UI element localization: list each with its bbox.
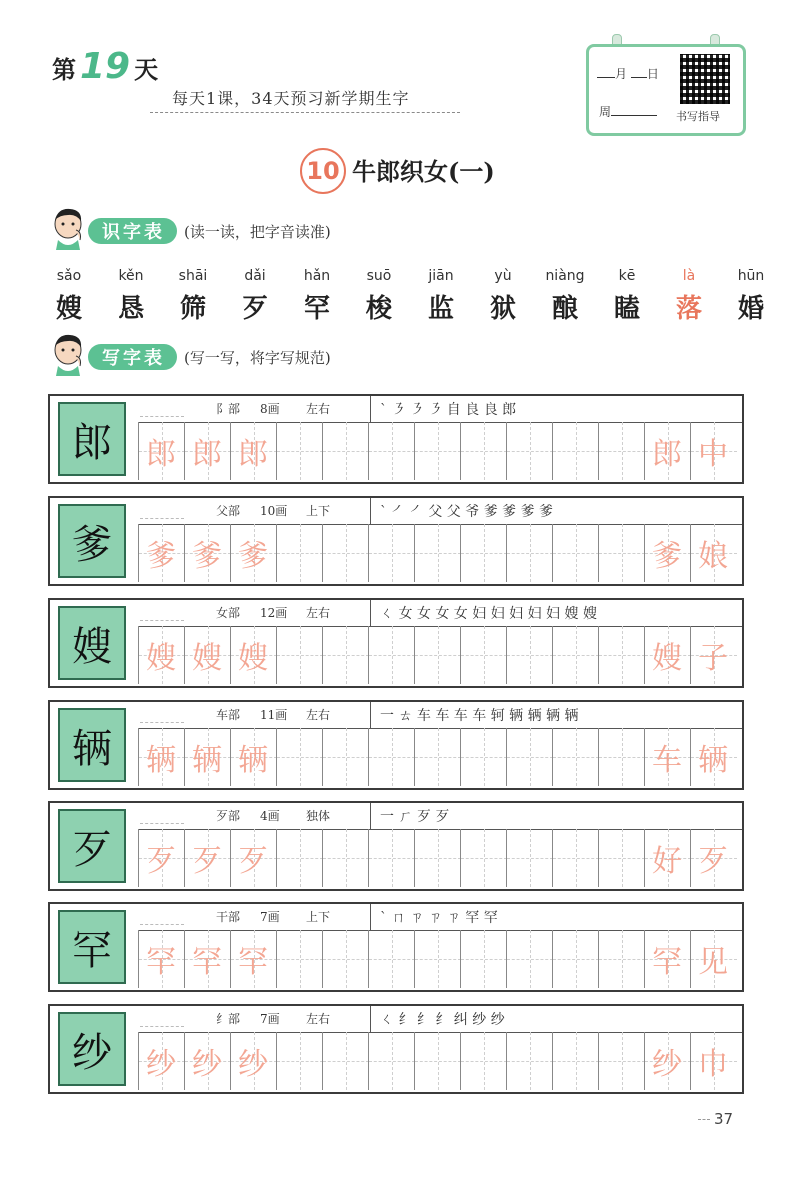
radical: 父部 <box>216 504 241 518</box>
structure: 上下 <box>306 910 331 924</box>
word-trace-character: 子 <box>698 641 728 676</box>
pinyin-write-slot[interactable] <box>140 502 184 519</box>
practice-cell[interactable] <box>506 728 553 786</box>
char-hanzi: 婚 <box>737 294 764 324</box>
practice-cell[interactable] <box>598 930 645 988</box>
info-separator <box>370 396 371 422</box>
word-trace-character: 罕 <box>652 945 682 980</box>
char-hanzi: 狱 <box>489 294 516 324</box>
practice-cell[interactable] <box>460 829 507 887</box>
char-hanzi: 罕 <box>303 294 330 324</box>
char-hanzi: 歹 <box>241 294 268 324</box>
recognize-banner: 识字表 <box>88 218 177 244</box>
trace-character: 嫂 <box>146 641 176 676</box>
char-pinyin: yù <box>494 268 512 284</box>
stroke-count: 4画 <box>260 809 280 823</box>
trace-character: 辆 <box>192 743 222 778</box>
word-trace-character: 郎 <box>652 437 682 472</box>
trace-character: 爹 <box>238 539 268 574</box>
practice-cell[interactable] <box>460 626 507 684</box>
recognize-char <box>38 268 100 325</box>
practice-cell[interactable] <box>598 422 645 480</box>
trace-character: 罕 <box>146 945 176 980</box>
trace-character: 纱 <box>238 1047 268 1082</box>
structure: 左右 <box>306 1012 331 1026</box>
practice-grid <box>138 524 742 582</box>
page-number-dash <box>698 1119 710 1120</box>
char-pinyin: hǎn <box>303 268 331 284</box>
recognize-char <box>100 268 162 325</box>
word-trace-character: 好 <box>652 844 682 879</box>
stroke-count: 7画 <box>260 910 280 924</box>
recognize-char <box>286 268 348 325</box>
recognize-char <box>534 268 596 325</box>
radical: 纟部 <box>216 1012 241 1026</box>
practice-cell[interactable] <box>322 524 369 582</box>
stroke-order: 一 ㄏ 歹 歹 <box>380 809 450 825</box>
trace-character: 嫂 <box>192 641 222 676</box>
practice-cell[interactable] <box>276 930 323 988</box>
stroke-order: ` ㇒ ㇒ 父 父 爷 爹 爹 爹 爹 <box>380 504 554 520</box>
practice-cell[interactable] <box>368 829 415 887</box>
char-hanzi: 酿 <box>551 294 578 324</box>
writing-row <box>48 394 744 484</box>
stroke-count: 11画 <box>260 708 288 722</box>
radical: 歹部 <box>216 809 241 823</box>
practice-cell[interactable] <box>368 524 415 582</box>
structure: 左右 <box>306 402 331 416</box>
practice-cell[interactable] <box>552 829 599 887</box>
practice-cell[interactable] <box>552 930 599 988</box>
model-character: 嫂 <box>58 606 126 680</box>
practice-cell[interactable] <box>276 829 323 887</box>
practice-cell[interactable] <box>598 1032 645 1090</box>
info-separator <box>370 1006 371 1032</box>
recognize-char <box>348 268 410 325</box>
radical: 阝部 <box>216 402 241 416</box>
char-hanzi: 嫂 <box>55 294 82 324</box>
practice-grid <box>138 829 742 887</box>
recognize-char <box>162 268 224 325</box>
recognize-note: (读一读，把字音读准) <box>184 223 331 241</box>
qr-code-icon[interactable] <box>680 54 730 104</box>
practice-cell[interactable] <box>552 524 599 582</box>
practice-cell[interactable] <box>414 930 461 988</box>
recognize-char <box>596 268 658 325</box>
pinyin-write-slot[interactable] <box>140 807 184 824</box>
char-hanzi: 梭 <box>365 294 392 324</box>
trace-character: 纱 <box>146 1047 176 1082</box>
model-character: 纱 <box>58 1012 126 1086</box>
day-suffix: 天 <box>134 55 159 84</box>
word-trace-character: 娘 <box>698 539 728 574</box>
trace-character: 郎 <box>192 437 222 472</box>
month-field[interactable]: 月 日 <box>597 65 659 82</box>
writing-row <box>48 496 744 586</box>
recognize-char <box>720 268 782 325</box>
stroke-order: 一 ㄊ 车 车 车 车 轲 辆 辆 辆 辆 <box>380 708 579 724</box>
trace-character: 辆 <box>146 743 176 778</box>
radical: 干部 <box>216 910 241 924</box>
practice-cell[interactable] <box>414 829 461 887</box>
char-hanzi: 恳 <box>117 294 144 324</box>
practice-cell[interactable] <box>368 626 415 684</box>
char-pinyin: kē <box>618 268 636 284</box>
qr-label: 书写指导 <box>676 110 720 123</box>
trace-character: 歹 <box>146 844 176 879</box>
practice-cell[interactable] <box>506 1032 553 1090</box>
pinyin-write-slot[interactable] <box>140 604 184 621</box>
word-trace-character: 歹 <box>698 844 728 879</box>
divider <box>150 112 460 113</box>
page-number: 37 <box>714 1110 734 1128</box>
practice-cell[interactable] <box>460 728 507 786</box>
practice-cell[interactable] <box>460 1032 507 1090</box>
char-pinyin: sǎo <box>56 268 82 284</box>
day-heading <box>52 46 158 86</box>
trace-character: 郎 <box>146 437 176 472</box>
writing-row <box>48 1004 744 1094</box>
info-separator <box>370 498 371 524</box>
trace-character: 郎 <box>238 437 268 472</box>
word-trace-character: 辆 <box>698 743 728 778</box>
practice-cell[interactable] <box>368 1032 415 1090</box>
char-pinyin: suō <box>366 268 392 284</box>
structure: 左右 <box>306 606 331 620</box>
char-hanzi: 落 <box>675 294 702 324</box>
radical: 女部 <box>216 606 241 620</box>
practice-cell[interactable] <box>414 626 461 684</box>
practice-cell[interactable] <box>322 1032 369 1090</box>
char-pinyin: shāi <box>178 268 208 284</box>
practice-cell[interactable] <box>414 1032 461 1090</box>
subtitle: 每天1课，34天预习新学期生字 <box>172 89 410 108</box>
recognize-char <box>472 268 534 325</box>
model-character: 罕 <box>58 910 126 984</box>
practice-cell[interactable] <box>598 626 645 684</box>
practice-cell[interactable] <box>276 422 323 480</box>
day-prefix: 第 <box>52 55 76 84</box>
practice-cell[interactable] <box>552 626 599 684</box>
stroke-order: ` ㇋ ㇋ ㇋ 自 良 良 郎 <box>380 402 517 418</box>
word-trace-character: 巾 <box>698 1047 728 1082</box>
model-character: 爹 <box>58 504 126 578</box>
practice-grid <box>138 626 742 684</box>
info-separator <box>370 702 371 728</box>
practice-grid <box>138 728 742 786</box>
practice-cell[interactable] <box>598 524 645 582</box>
practice-cell[interactable] <box>276 524 323 582</box>
structure: 左右 <box>306 708 331 722</box>
writing-row <box>48 801 744 891</box>
word-trace-character: 爹 <box>652 539 682 574</box>
week-field[interactable]: 周 <box>599 103 657 120</box>
practice-cell[interactable] <box>276 626 323 684</box>
model-character: 歹 <box>58 809 126 883</box>
practice-cell[interactable] <box>598 829 645 887</box>
pinyin-write-slot[interactable] <box>140 1010 184 1027</box>
practice-cell[interactable] <box>506 524 553 582</box>
trace-character: 罕 <box>192 945 222 980</box>
char-pinyin: kěn <box>118 268 144 284</box>
day-number: 19 <box>80 46 131 87</box>
info-separator <box>370 904 371 930</box>
recognize-char-list <box>38 268 782 325</box>
practice-grid <box>138 930 742 988</box>
practice-cell[interactable] <box>322 626 369 684</box>
word-trace-character: 车 <box>652 743 682 778</box>
trace-character: 嫂 <box>238 641 268 676</box>
practice-grid <box>138 422 742 480</box>
practice-grid <box>138 1032 742 1090</box>
word-trace-character: 中 <box>698 437 728 472</box>
trace-character: 罕 <box>238 945 268 980</box>
stroke-count: 7画 <box>260 1012 280 1026</box>
model-character: 郎 <box>58 402 126 476</box>
practice-cell[interactable] <box>598 728 645 786</box>
stroke-order: ` ㄇ ㄗ ㄗ ㄗ 罕 罕 <box>380 910 498 926</box>
trace-character: 爹 <box>192 539 222 574</box>
practice-cell[interactable] <box>552 1032 599 1090</box>
practice-cell[interactable] <box>276 728 323 786</box>
recognize-char <box>410 268 472 325</box>
info-separator <box>370 803 371 829</box>
char-pinyin: là <box>682 268 696 284</box>
practice-cell[interactable] <box>414 422 461 480</box>
practice-cell[interactable] <box>368 728 415 786</box>
info-separator <box>370 600 371 626</box>
practice-cell[interactable] <box>506 930 553 988</box>
practice-cell[interactable] <box>322 930 369 988</box>
pinyin-write-slot[interactable] <box>140 400 184 417</box>
practice-cell[interactable] <box>368 422 415 480</box>
practice-cell[interactable] <box>276 1032 323 1090</box>
practice-cell[interactable] <box>552 728 599 786</box>
write-banner: 写字表 <box>88 344 177 370</box>
writing-kid-icon <box>48 332 88 376</box>
trace-character: 歹 <box>238 844 268 879</box>
char-pinyin: niàng <box>545 268 585 284</box>
word-trace-character: 嫂 <box>652 641 682 676</box>
stroke-order: ㄑ 女 女 女 女 妇 妇 妇 妇 妇 嫂 嫂 <box>380 606 597 622</box>
char-pinyin: hūn <box>737 268 765 284</box>
structure: 上下 <box>306 504 331 518</box>
writing-row <box>48 902 744 992</box>
stroke-order: ㄑ 纟 纟 纟 纠 纱 纱 <box>380 1012 505 1028</box>
write-note: (写一写，将字写规范) <box>184 349 331 367</box>
practice-cell[interactable] <box>460 524 507 582</box>
practice-cell[interactable] <box>506 626 553 684</box>
char-pinyin: dǎi <box>244 268 266 284</box>
structure: 独体 <box>306 809 331 823</box>
practice-cell[interactable] <box>322 829 369 887</box>
trace-character: 爹 <box>146 539 176 574</box>
recognize-char <box>224 268 286 325</box>
reading-kid-icon <box>48 206 88 250</box>
pinyin-write-slot[interactable] <box>140 706 184 723</box>
practice-cell[interactable] <box>506 422 553 480</box>
radical: 车部 <box>216 708 241 722</box>
word-trace-character: 见 <box>698 945 728 980</box>
stroke-count: 12画 <box>260 606 288 620</box>
pinyin-write-slot[interactable] <box>140 908 184 925</box>
lesson-title: 牛郎织女(一) <box>352 157 495 186</box>
trace-character: 歹 <box>192 844 222 879</box>
char-hanzi: 瞌 <box>613 294 640 324</box>
recognize-char <box>658 268 720 325</box>
lesson-number-badge: 10 <box>300 148 346 194</box>
practice-cell[interactable] <box>368 930 415 988</box>
stroke-count: 10画 <box>260 504 288 518</box>
practice-cell[interactable] <box>460 930 507 988</box>
trace-character: 辆 <box>238 743 268 778</box>
char-hanzi: 监 <box>427 294 454 324</box>
stroke-count: 8画 <box>260 402 280 416</box>
practice-cell[interactable] <box>460 422 507 480</box>
writing-row <box>48 598 744 688</box>
practice-cell[interactable] <box>414 524 461 582</box>
char-hanzi: 筛 <box>179 294 206 324</box>
writing-row <box>48 700 744 790</box>
practice-cell[interactable] <box>322 728 369 786</box>
practice-cell[interactable] <box>506 829 553 887</box>
practice-cell[interactable] <box>414 728 461 786</box>
practice-cell[interactable] <box>552 422 599 480</box>
char-pinyin: jiān <box>428 268 454 284</box>
model-character: 辆 <box>58 708 126 782</box>
word-trace-character: 纱 <box>652 1047 682 1082</box>
practice-cell[interactable] <box>322 422 369 480</box>
trace-character: 纱 <box>192 1047 222 1082</box>
